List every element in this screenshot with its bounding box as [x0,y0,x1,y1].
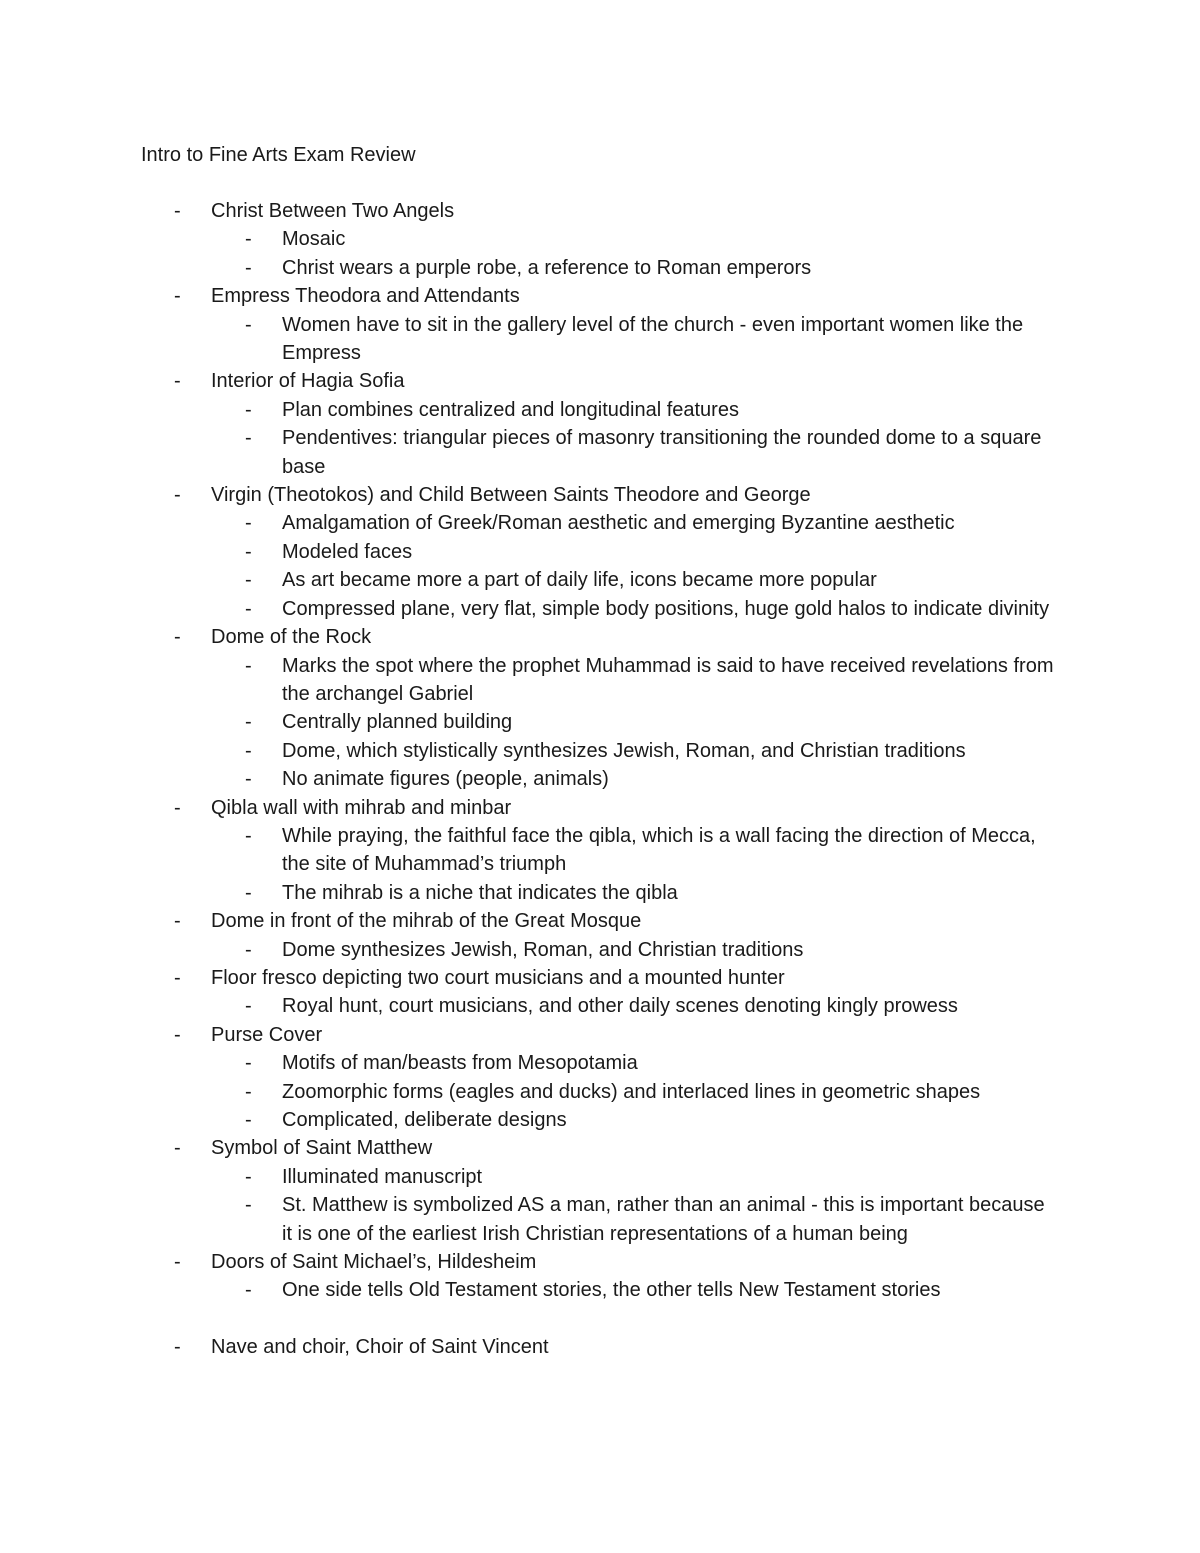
outline-item [0,907,1200,935]
outline-subitem [0,595,1200,623]
bullet-dash: - [245,1165,252,1188]
outline-item-text: Symbol of Saint Matthew [211,1137,433,1160]
outline-subitem [0,822,1200,879]
outline-item [0,964,1200,992]
bullet-dash: - [174,626,181,649]
bullet-dash: - [245,711,252,734]
outline-subitem [0,1191,1200,1248]
outline-subitem-text: No animate figures (people, animals) [282,768,609,791]
bullet-dash: - [245,569,252,592]
bullet-dash: - [245,938,252,961]
outline-subitem [0,1163,1200,1191]
bullet-dash: - [245,512,252,535]
outline-subitem [0,652,1200,709]
bullet-dash: - [174,1137,181,1160]
bullet-dash: - [245,1109,252,1131]
bullet-dash: - [174,285,181,308]
outline-item [0,1134,1200,1162]
blank-line [0,1305,1200,1333]
outline-subitem-text: Plan combines centralized and longitudinal features [282,398,739,421]
outline-subitem-text: Amalgamation of Greek/Roman aesthetic and emerging Byzantine aesthetic [282,512,955,535]
bullet-dash: - [245,995,252,1018]
outline-item-text: Dome in front of the mihrab of the Great Mosque [211,910,642,933]
outline-subitem-text: Women have to sit in the gallery level of the church - even important women like the Empress [282,313,1024,365]
outline-subitem-text: Dome, which stylistically synthesizes Jewish, Roman, and Christian traditions [282,739,966,762]
outline-subitem [0,424,1200,481]
outline-subitem-text: Christ wears a purple robe, a reference to Roman emperors [282,256,812,279]
outline-subitem-text: Illuminated manuscript [282,1165,483,1188]
outline-subitem-text: Centrally planned building [282,711,513,734]
outline-subitem-text: The mihrab is a niche that indicates the qibla [282,881,678,904]
outline-subitem [0,509,1200,537]
outline-item-text: Floor fresco depicting two court musicians and a mounted hunter [211,966,785,989]
outline-subitem-text: Pendentives: triangular pieces of masonry transitioning the rounded dome to a square base [282,427,1042,478]
bullet-dash: - [245,540,252,563]
bullet-dash: - [245,427,252,450]
outline-subitem [0,396,1200,424]
bullet-dash: - [245,1194,252,1217]
bullet-dash: - [174,910,181,933]
outline-subitem [0,879,1200,907]
outline-item [0,282,1200,310]
bullet-dash: - [174,484,181,507]
outline-item [0,1333,1200,1361]
bullet-dash: - [245,1052,252,1075]
outline-subitem-text: Motifs of man/beasts from Mesopotamia [282,1052,638,1075]
outline-item-text: Virgin (Theotokos) and Child Between Saints Theodore and George [211,484,811,507]
outline-item [0,481,1200,509]
bullet-dash: - [245,398,252,421]
outline-item [0,367,1200,395]
bullet-dash: - [245,1279,252,1302]
document-title: Intro to Fine Arts Exam Review [141,144,416,166]
bullet-dash: - [245,654,252,677]
outline-item-text: Doors of Saint Michael’s, Hildesheim [211,1251,537,1274]
outline-subitem-text: Royal hunt, court musicians, and other daily scenes denoting kingly prowess [282,995,958,1018]
bullet-dash: - [245,256,252,279]
outline-item-text: Qibla wall with mihrab and minbar [211,796,512,819]
outline-subitem-text: While praying, the faithful face the qibla, which is a wall facing the direction of Mecca, the site of Muhammad’s triumph [282,824,1036,876]
outline-subitem [0,992,1200,1020]
outline-subitem [0,311,1200,368]
bullet-dash: - [174,966,181,989]
outline-subitem-text: Zoomorphic forms (eagles and ducks) and interlaced lines in geometric shapes [282,1080,981,1103]
bullet-dash: - [174,370,181,393]
outline-subitem [0,936,1200,964]
outline-subitem [0,1049,1200,1077]
outline-item-text: Empress Theodora and Attendants [211,285,520,308]
bullet-dash: - [245,313,252,336]
outline-subitem [0,566,1200,594]
outline-subitem [0,765,1200,793]
outline-subitem [0,254,1200,282]
outline-subitem-text: St. Matthew is symbolized AS a man, rather than an animal - this is important because it is one of the earliest Irish Christian representations of a human being [282,1194,1045,1245]
bullet-dash: - [245,228,252,251]
outline-item [0,794,1200,822]
bullet-dash: - [245,881,252,904]
outline-item-text: Dome of the Rock [211,626,372,649]
outline-list [0,197,1200,1362]
outline-subitem-text: Marks the spot where the prophet Muhammad is said to have received revelations from the archangel Gabriel [282,654,1054,705]
outline-subitem-text: One side tells Old Testament stories, the other tells New Testament stories [282,1279,941,1302]
outline-item-text: Nave and choir, Choir of Saint Vincent [211,1336,549,1359]
outline-item [0,1248,1200,1276]
outline-subitem [0,225,1200,253]
outline-subitem [0,538,1200,566]
outline-subitem [0,1106,1200,1134]
outline-item [0,1021,1200,1049]
outline-subitem [0,1276,1200,1304]
outline-subitem-text: Mosaic [282,228,346,251]
outline-subitem-text: Dome synthesizes Jewish, Roman, and Christian traditions [282,938,804,961]
bullet-dash: - [174,1336,181,1359]
bullet-dash: - [174,796,181,819]
outline-item-text: Interior of Hagia Sofia [211,370,405,393]
outline-subitem-text: Complicated, deliberate designs [282,1109,567,1131]
outline-item [0,197,1200,225]
bullet-dash: - [245,1080,252,1103]
outline-subitem-text: As art became more a part of daily life, icons became more popular [282,569,877,592]
bullet-dash: - [245,597,252,620]
bullet-dash: - [174,1023,181,1046]
outline-item-text: Purse Cover [211,1023,323,1046]
outline-subitem [0,708,1200,736]
outline-subitem [0,1078,1200,1106]
bullet-dash: - [245,824,252,847]
outline-item [0,623,1200,651]
bullet-dash: - [174,200,181,222]
bullet-dash: - [174,1251,181,1274]
bullet-dash: - [245,739,252,762]
outline-subitem-text: Modeled faces [282,540,413,563]
outline-subitem [0,737,1200,765]
outline-item-text: Christ Between Two Angels [211,200,455,222]
outline-subitem-text: Compressed plane, very flat, simple body positions, huge gold halos to indicate divinity [282,597,1050,620]
bullet-dash: - [245,768,252,791]
